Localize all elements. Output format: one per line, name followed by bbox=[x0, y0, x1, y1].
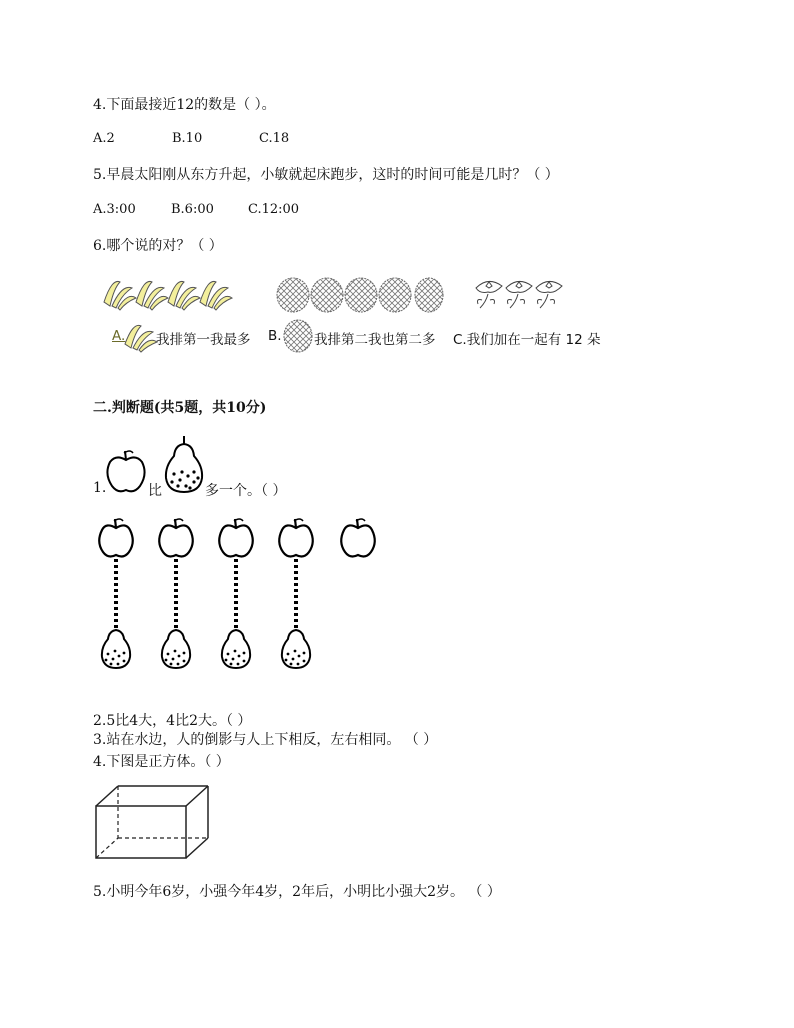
banana-icon bbox=[123, 320, 159, 354]
q5-option-a[interactable]: A.3:00 bbox=[93, 202, 136, 217]
s2-question-5: 5.小明今年6岁，小强今年4岁，2年后，小明比小强大2岁。 （ ） bbox=[93, 884, 501, 900]
question-5: 5.早晨太阳刚从东方升起，小敏就起床跑步，这时的时间可能是几时？（ ） bbox=[93, 167, 559, 183]
pineapple-icon bbox=[282, 318, 314, 354]
s2-q1-tail: 多一个。（ ） bbox=[205, 483, 287, 499]
apple-pear-matching-figure bbox=[94, 512, 384, 678]
q5-option-c[interactable]: C.12:00 bbox=[248, 202, 300, 217]
apple-icon bbox=[104, 448, 148, 496]
pear-icon bbox=[160, 436, 208, 496]
q6-option-c-text[interactable]: C.我们加在一起有 12 朵 bbox=[453, 332, 601, 348]
q6-option-b-letter[interactable]: B. bbox=[268, 328, 282, 344]
q6-option-a-letter[interactable]: A. bbox=[112, 328, 126, 344]
s2-q1-compare: 比 bbox=[148, 483, 162, 499]
q5-option-b[interactable]: B.6:00 bbox=[171, 202, 214, 217]
cuboid-figure bbox=[94, 784, 214, 862]
s2-question-2: 2.5比4大，4比2大。（ ） bbox=[93, 713, 252, 729]
q4-option-b[interactable]: B.10 bbox=[172, 131, 203, 146]
q4-option-a[interactable]: A.2 bbox=[93, 131, 115, 146]
s2-question-3: 3.站在水边，人的倒影与人上下相反，左右相同。 （ ） bbox=[93, 732, 438, 748]
q6-option-b-text[interactable]: 我排第二我也第二多 bbox=[314, 332, 436, 348]
q6-option-a-text[interactable]: 我排第一我最多 bbox=[156, 332, 251, 348]
question-6: 6.哪个说的对？（ ） bbox=[93, 238, 223, 254]
pineapples-illustration bbox=[275, 276, 445, 314]
section-2-heading: 二.判断题(共5题，共10分) bbox=[93, 400, 267, 416]
flowers-illustration bbox=[472, 274, 572, 314]
q4-option-c[interactable]: C.18 bbox=[259, 131, 290, 146]
question-4: 4.下面最接近12的数是（ ）。 bbox=[93, 97, 276, 113]
s2-question-4: 4.下图是正方体。（ ） bbox=[93, 754, 230, 770]
bananas-illustration bbox=[100, 272, 240, 314]
s2-q1-number: 1. bbox=[93, 480, 107, 496]
